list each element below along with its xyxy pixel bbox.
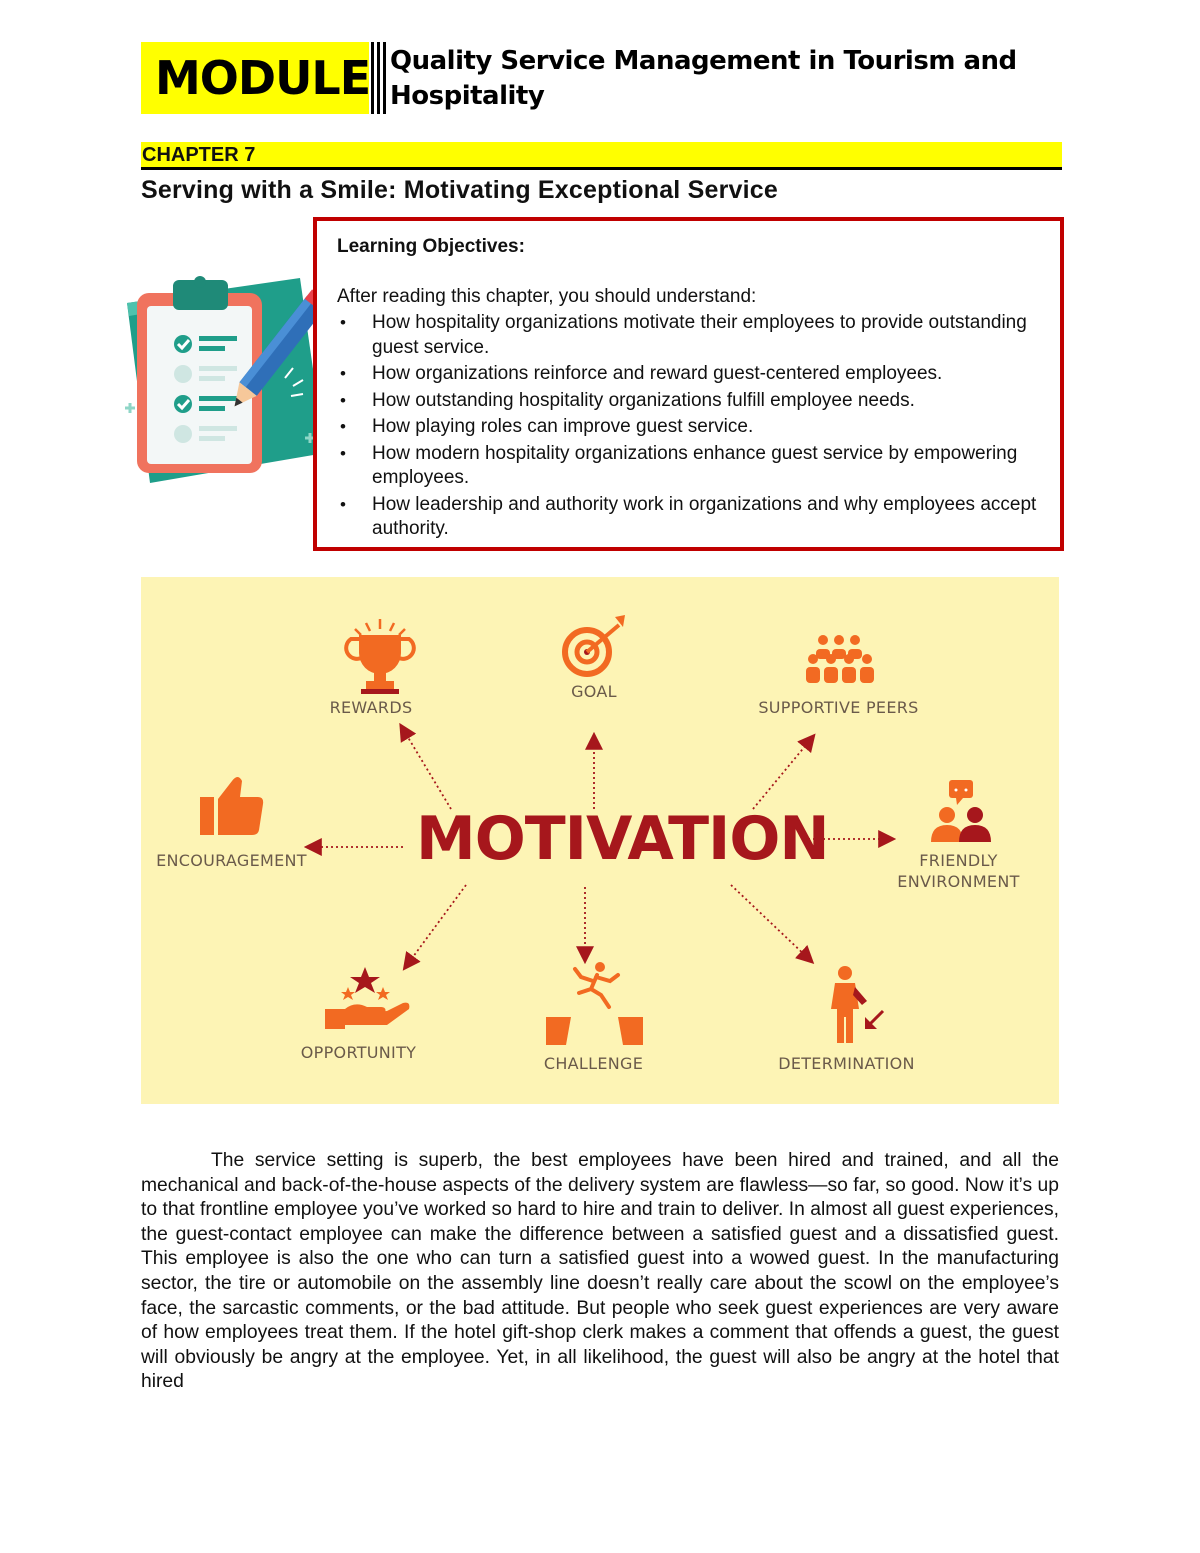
bullet: •	[340, 417, 346, 436]
label-encouragement: ENCOURAGEMENT	[156, 851, 307, 870]
list-item	[337, 415, 1037, 440]
label-rewards: REWARDS	[329, 698, 413, 717]
label-environment: ENVIRONMENT	[897, 872, 1020, 891]
objectives-heading: Learning Objectives:	[337, 236, 525, 257]
body-paragraph	[141, 1149, 1059, 1395]
objectives-list	[337, 311, 1037, 544]
label-opportunity: OPPORTUNITY	[300, 1043, 417, 1062]
label-determination: DETERMINATION	[778, 1054, 915, 1073]
peers-icon	[806, 635, 874, 683]
list-item	[337, 389, 1037, 414]
list-item	[337, 311, 1037, 360]
motivation-diagram	[141, 577, 1059, 1104]
objectives-intro: After reading this chapter, you should understand:	[337, 286, 757, 307]
module-badge: MODULE	[141, 42, 369, 114]
chapter-label: CHAPTER 7	[141, 142, 1062, 170]
objective-text: How organizations reinforce and reward guest-centered employees.	[372, 363, 943, 384]
label-challenge: CHALLENGE	[543, 1054, 644, 1073]
friendly-environment-icon	[931, 780, 991, 842]
objective-text: How modern hospitality organizations enhance guest service by empowering employees.	[372, 442, 1018, 488]
label-friendly-environment	[886, 850, 1031, 892]
challenge-icon	[546, 962, 643, 1045]
objective-text: How outstanding hospitality organizations fulfill employee needs.	[372, 389, 915, 411]
trophy-icon	[346, 619, 414, 694]
learning-objectives-box	[313, 217, 1064, 551]
bullet: •	[340, 313, 346, 332]
label-goal: GOAL	[571, 682, 617, 701]
clipboard-checklist-icon	[115, 268, 330, 488]
label-friendly: FRIENDLY	[919, 851, 998, 870]
bullet: •	[340, 443, 346, 463]
body-paragraph-text: The service setting is superb, the best employees have been hired and trained, and all the mechanical and back-of-the-house aspects of the delivery system are flawless—so far, so good. Now it’s up to that frontline employee you’ve worked so hard to hire and train to deliver. In almost all guest experiences, the guest-contact employee can make the difference between a satisfied guest and a dissatisfied guest. This employee is also the one who can turn a satisfied guest into a wowed guest. In the manufacturing sector, the tire or automobile on the assembly line doesn’t really care about the scowl on the employee’s face, the sarcastic comments, or the bad attitude. But people who seek guest experiences are very aware of how employees treat them. If the hotel gift-shop clerk makes a comment that offends a guest, the guest will obviously be angry at the employee. Yet, in all likelihood, the guest will also be angry at the hotel that hired	[141, 1150, 1059, 1393]
bullet: •	[340, 390, 346, 410]
objective-text: How leadership and authority work in organizations and why employees accept authority.	[372, 493, 1037, 539]
determination-icon	[831, 966, 883, 1043]
module-title: Quality Service Management in Tourism and Hospitality	[390, 46, 1017, 111]
chapter-title: Serving with a Smile: Motivating Exceptional Service	[141, 176, 778, 204]
bullet: •	[340, 364, 346, 383]
motivation-center-word: MOTIVATION	[416, 804, 829, 874]
thumbs-up-icon	[200, 777, 263, 835]
objective-text: How playing roles can improve guest service.	[372, 416, 754, 437]
bullet: •	[340, 494, 346, 514]
list-item	[337, 493, 1037, 542]
list-item	[337, 362, 1037, 387]
hand-stars-icon	[325, 967, 409, 1029]
label-supportive-peers: SUPPORTIVE PEERS	[758, 698, 919, 717]
objective-text: How hospitality organizations motivate their employees to provide outstanding guest service.	[372, 312, 1027, 358]
list-item	[337, 442, 1037, 491]
target-icon	[565, 615, 625, 674]
module-divider-bars	[369, 42, 387, 114]
